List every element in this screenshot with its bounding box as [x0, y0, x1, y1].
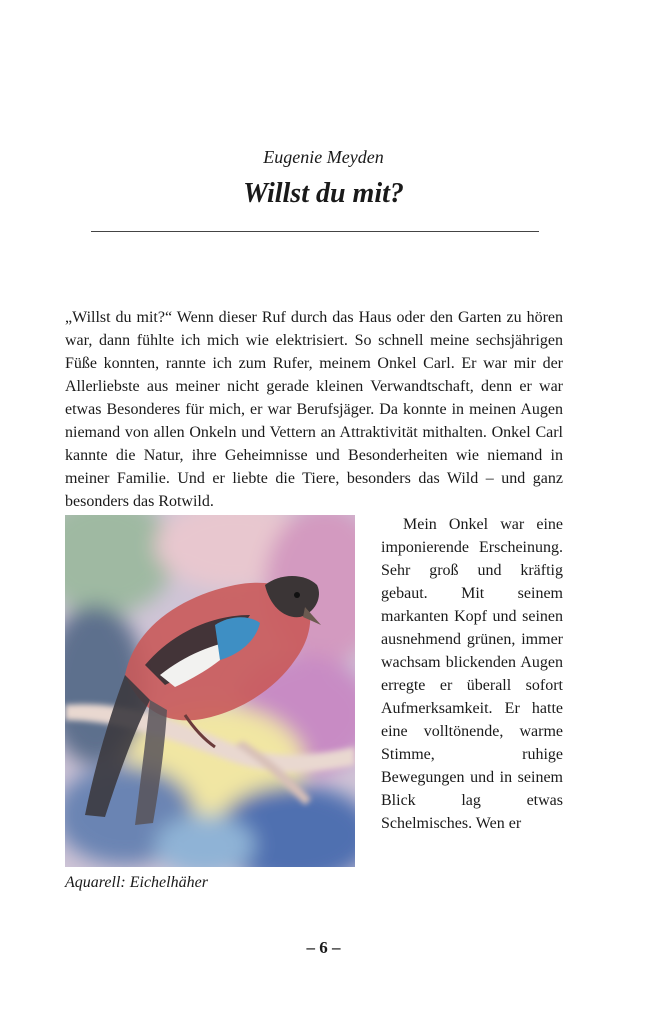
title-divider: [91, 231, 539, 232]
watercolor-painting: [65, 515, 355, 867]
page-title: Willst du mit?: [243, 178, 404, 209]
paragraph-2-text: Mein Onkel war eine imponierende Erscheinung. Sehr groß und kräftig gebaut. Mit seinem markanten Kopf und seinen ausnehmend grünen, immer wachsam blickenden Augen erregte er überall sofort Aufmerksamkeit. Er hatte eine volltönende, warme Stimme, ruhige Bewegungen und in seinem Blick lag etwas Schelmisches. Wen er: [381, 516, 563, 832]
page-number: – 6 –: [306, 938, 341, 957]
bird-painting-image: [65, 515, 355, 867]
figure-caption: Aquarell: Eichelhäher: [65, 874, 208, 891]
article-body: [65, 306, 563, 903]
paragraph-1: [65, 306, 563, 513]
paragraph-1-text: „Willst du mit?“ Wenn dieser Ruf durch das Haus oder den Garten zu hören war, dann fühlte ich mich wie elektrisiert. So schnell meine sechsjährigen Füße konnten, rannte ich zum Rufer, meinem Onkel Carl. Er war mir der Allerliebste aus meiner nicht gerade kleinen Verwandtschaft, denn er war etwas Besonderes für mich, er war Berufsjäger. Da konnte in meinen Augen niemand von allen Onkeln und Vettern an Attraktivität mithalten. Onkel Carl kannte die Natur, ihre Geheimnisse und Besonderheiten wie niemand in meiner Familie. Und er liebte die Tiere, besonders das Wild – und ganz besonders das Rotwild.: [65, 309, 563, 510]
figure-block: [65, 515, 365, 903]
author-name: Eugenie Meyden: [263, 147, 384, 167]
